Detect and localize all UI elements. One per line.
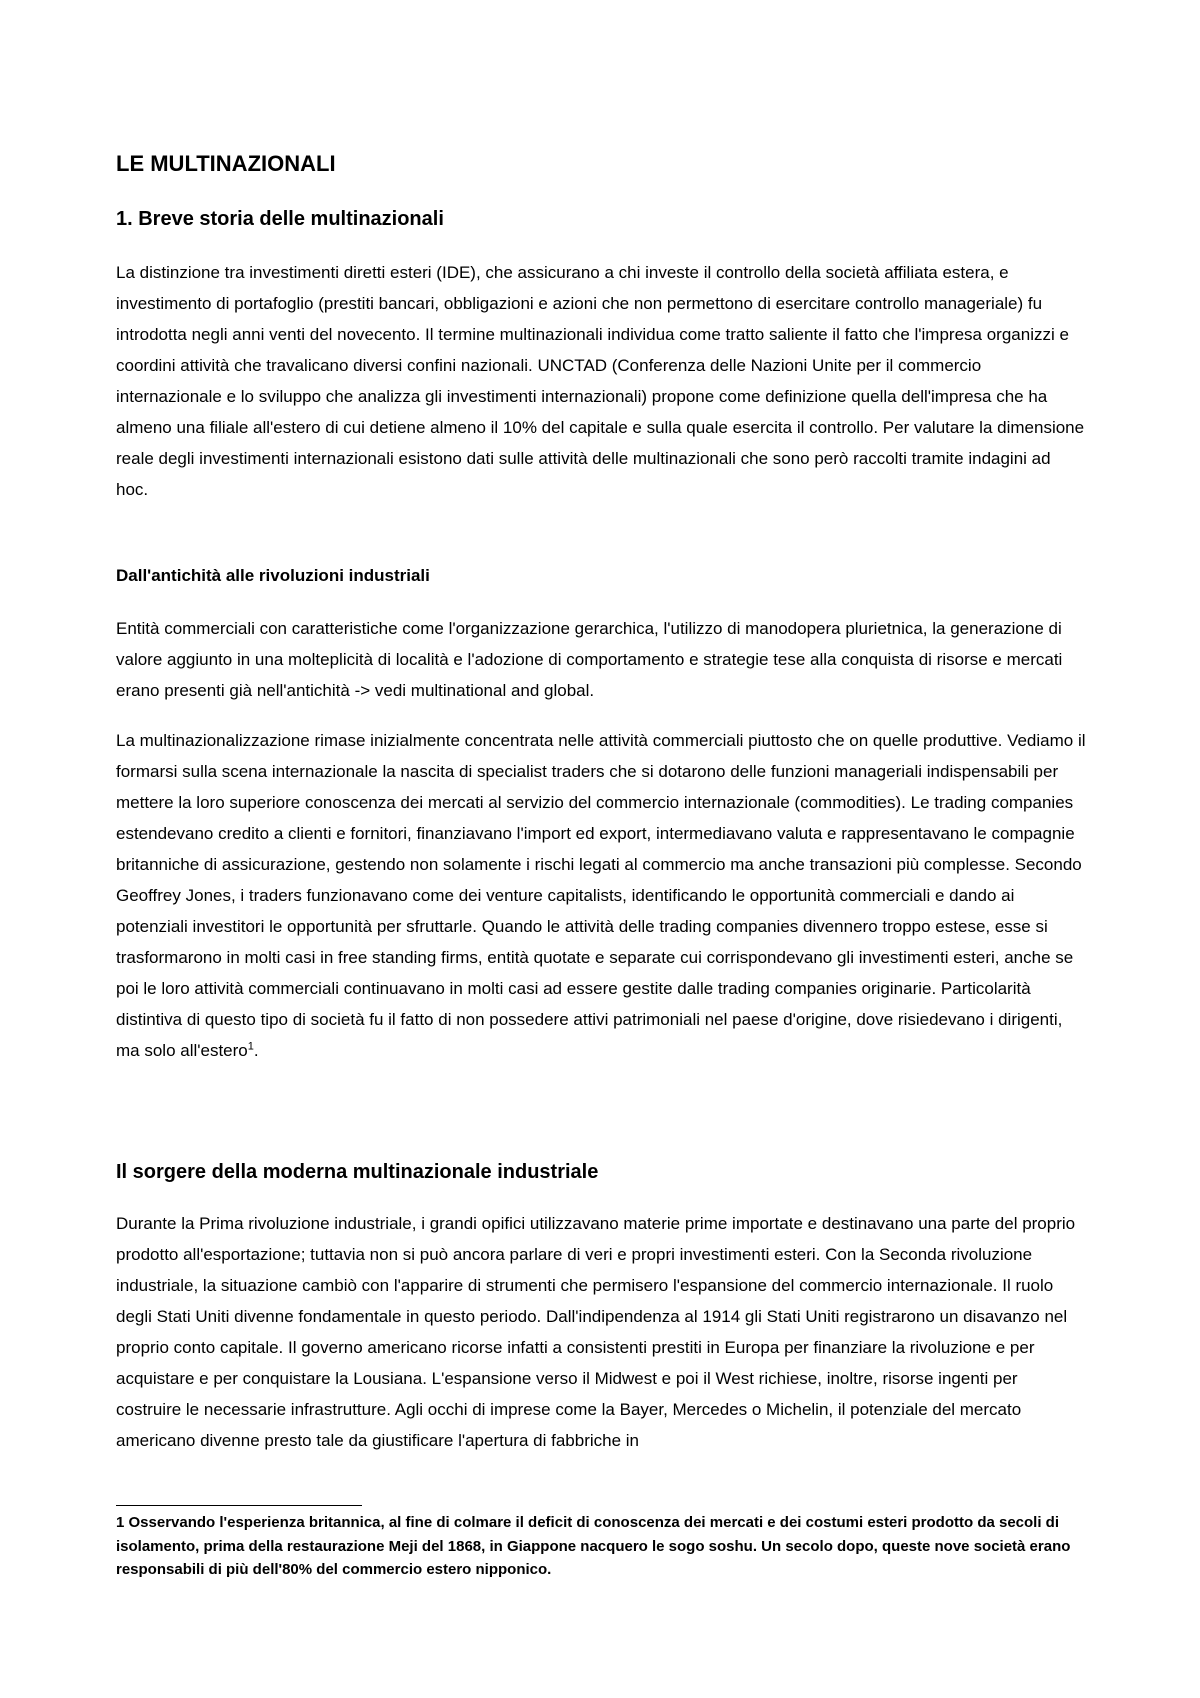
paragraph-traders-end: . xyxy=(253,1041,259,1060)
subheading-antiquity: Dall'antichità alle rivoluzioni industriali xyxy=(116,566,430,585)
footnote: 1 Osservando l'esperienza britannica, al fine di colmare il deficit di conoscenza dei mercati e dei costumi esteri prodotto da secoli di isolamento, prima della restaurazione Meji del 1868, in Giappone nacquero le sogo soshu. Un secolo dopo, queste nove società erano responsabili di più dell'80% del commercio estero nipponico. xyxy=(116,1514,1071,1578)
document-title: LE MULTINAZIONALI xyxy=(116,151,336,176)
paragraph-intro: La distinzione tra investimenti diretti esteri (IDE), che assicurano a chi investe il controllo della società affiliata estera, e investimento di portafoglio (prestiti bancari, obbligazioni e azioni che non permettono di esercitare controllo manageriale) fu introdotta negli anni venti del novecento. Il termine multinazionali individua come tratto saliente il fatto che l'impresa organizzi e coordini attività che travalicano diversi confini nazionali. UNCTAD (Conferenza delle Nazioni Unite per il commercio internazionale e lo sviluppo che analizza gli investimenti internazionali) propone come definizione quella dell'impresa che ha almeno una filiale all'estero di cui detiene almeno il 10% del capitale e sulla quale esercita il controllo. Per valutare la dimensione reale degli investimenti internazionali esistono dati sulle attività delle multinazionali che sono però raccolti tramite indagini ad hoc. xyxy=(116,263,1085,499)
footnote-reference[interactable]: 1 xyxy=(247,1040,254,1053)
paragraph-traders xyxy=(116,725,1086,1066)
paragraph-antiquity: Entità commerciali con caratteristiche come l'organizzazione gerarchica, l'utilizzo di manodopera plurietnica, la generazione di valore aggiunto in una molteplicità di località e l'adozione di comportamento e strategie tese alla conquista di risorse e mercati erano presenti già nell'antichità -> vedi multinational and global. xyxy=(116,619,1063,700)
paragraph-traders-text: La multinazionalizzazione rimase inizialmente concentrata nelle attività commerciali piuttosto che on quelle produttive. Vediamo il formarsi sulla scena internazionale la nascita di specialist traders che si dotarono delle funzioni manageriali indispensabili per mettere la loro superiore conoscenza dei mercati al servizio del commercio internazionale (commodities). Le trading companies estendevano credito a clienti e fornitori, finanziavano l'import ed export, intermediavano valuta e rappresentavano le compagnie britanniche di assicurazione, gestendo non solamente i rischi legati al commercio ma anche transazioni più complesse. Secondo Geoffrey Jones, i traders funzionavano come dei venture capitalists, identificando le opportunità commerciali e dando ai potenziali investitori le opportunità per sfruttarle. Quando le attività delle trading companies divennero troppo estese, esse si trasformarono in molti casi in free standing firms, entità quotate e separate cui corrispondevano gli investimenti esteri, anche se poi le loro attività commerciali continuavano in molti casi ad essere gestite dalle trading companies originarie. Particolarità distintiva di questo tipo di società fu il fatto di non possedere attivi patrimoniali nel paese d'origine, dove risiedevano i dirigenti, ma solo all'estero xyxy=(116,731,1086,1060)
footnote-separator xyxy=(116,1505,362,1506)
paragraph-industrial-revolution: Durante la Prima rivoluzione industriale, i grandi opifici utilizzavano materie prime importate e destinavano una parte del proprio prodotto all'esportazione; tuttavia non si può ancora parlare di veri e propri investimenti esteri. Con la Seconda rivoluzione industriale, la situazione cambiò con l'apparire di strumenti che permisero l'espansione del commercio internazionale. Il ruolo degli Stati Uniti divenne fondamentale in questo periodo. Dall'indipendenza al 1914 gli Stati Uniti registrarono un disavanzo nel proprio conto capitale. Il governo americano ricorse infatti a consistenti prestiti in Europa per finanziare la rivoluzione e per acquistare e per conquistare la Lousiana. L'espansione verso il Midwest e poi il West richiese, inoltre, risorse ingenti per costruire le necessarie infrastrutture. Agli occhi di imprese come la Bayer, Mercedes o Michelin, il potenziale del mercato americano divenne presto tale da giustificare l'apertura di fabbriche in xyxy=(116,1214,1076,1450)
subheading-modern-multinational: Il sorgere della moderna multinazionale industriale xyxy=(116,1161,599,1183)
section-heading: 1. Breve storia delle multinazionali xyxy=(116,208,444,230)
